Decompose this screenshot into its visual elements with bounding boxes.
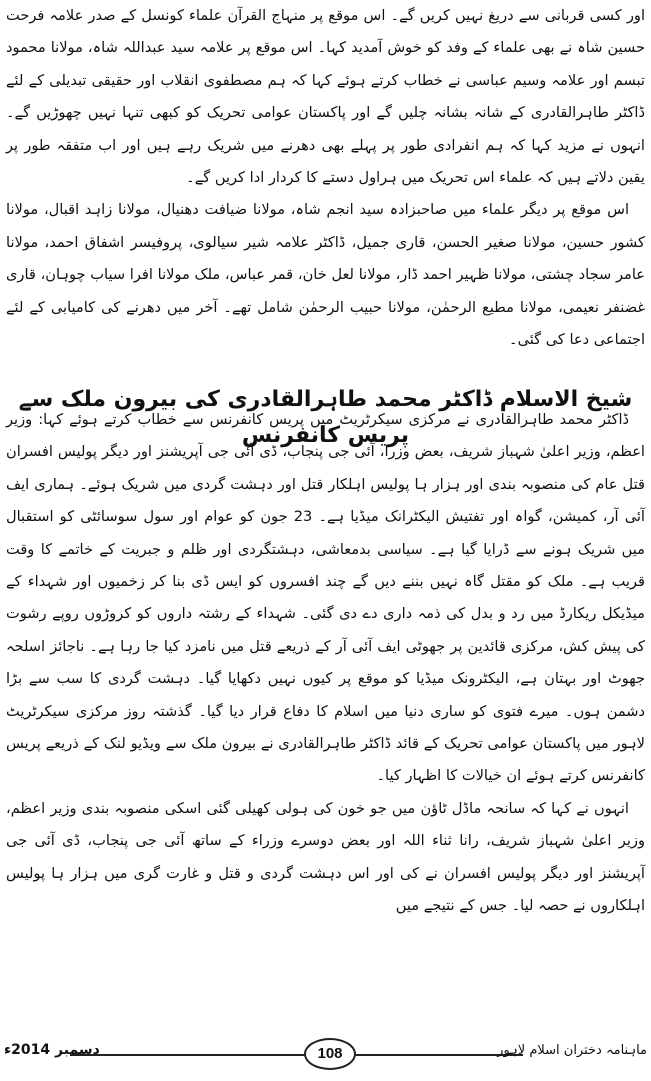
paragraph: اس موقع پر دیگر علماء میں صاحبزادہ سید انجم شاہ، مولانا ضیافت دھنیال، مولانا زاہد اقبال، مولانا کشور حسین، مولانا صغیر الحسن، قاری جمیل، ڈاکٹر علامہ شیر سیالوی، پروفیسر اشفاق احمد، مولانا عامر سجاد چشتی، مولانا ظہیر احمد ڈار، مولانا لعل خان، قمر عباس، ملک مولانا افرا سیاب چوہان، قاری غضنفر نعیمی، مولانا مطیع الرحمٰن، مولانا حبیب الرحمٰن شامل تھے۔ آخر میں دھرنے کی کامیابی کے لئے اجتماعی دعا کی گئی۔ [6,201,645,349]
paragraph: اور کسی قربانی سے دریغ نہیں کریں گے۔ اس موقع پر منہاج القرآن علماء کونسل کے صدر علامہ فرحت حسین شاہ نے بھی علماء کے وفد کو خوش آمدید کہا۔ اس موقع پر علامہ سید عبداللہ شاہ، مولانا محمود تبسم اور علامہ وسیم عباسی نے خطاب کرتے ہوئے کہا کہ ہم مصطفوی انقلاب اور حقیقی تبدیلی کے لئے ڈاکٹر طاہرالقادری کے شانہ بشانہ چلیں گے اور پاکستان عوامی تحریک کو کبھی تنہا نہیں چھوڑیں گے۔ انہوں نے مزید کہا کہ ہم انفرادی طور پر پہلے بھی دھرنے میں شریک رہے ہیں اور اب متفقہ طور پر یقین دلاتے ہیں کہ علماء اس تحریک میں ہراول دستے کا کردار ادا کریں گے۔ [6,7,645,187]
page-number-badge: 108 [304,1038,356,1070]
footer-rule [70,1054,523,1056]
paragraph: ڈاکٹر محمد طاہرالقادری نے مرکزی سیکرٹریٹ میں پریس کانفرنس سے خطاب کرتے ہوئے کہا: وزیر اعظم، وزیر اعلیٰ شہباز شریف، بعض وزرا، آئی جی پنجاب، ڈی آئی جی آپریشنز اور دیگر پولیس افسران قتل عام کی منصوبہ بندی اور ہزار ہا پولیس اہلکار قتل اور دہشت گردی میں شریک ہوئے۔ ہماری ایف آئی آر، کمیشن، گواہ اور تفتیش الیکٹرانک میڈیا ہے۔ 23 جون کو عوام اور سول سوسائٹی کو استقبال میں شریک ہونے سے ڈرایا گیا ہے۔ سیاسی بدمعاشی، دہشتگردی اور ظلم و جبریت کے خاتمے کا وقت قریب ہے۔ ملک کو مقتل گاہ نہیں بننے دیں گے چند افسروں کو ایس ڈی بنا کر زخمیوں اور شہداء کے میڈیکل ریکارڈ میں رد و بدل کی ذمہ داری دے دی گئی۔ شہداء کے رشتہ داروں کو کروڑوں روپے رشوت کی پیش کش، مرکزی قائدین پر جھوٹی ایف آئی آر کے ذریعے قتل میں نامزد کیا جا رہا ہے۔ ناجائز اسلحہ جھوٹ اور بہتان ہے، الیکٹرونک میڈیا کو موقع پر کیوں نہیں دکھایا گیا۔ دہشت گردی کا سب سے بڑا دشمن ہوں۔ میرے فتوی کو ساری دنیا میں اسلام کا دفاع قرار دیا گیا۔ گذشتہ روز مرکزی سیکرٹریٹ لاہور میں پاکستان عوامی تحریک کے قائد ڈاکٹر طاہرالقادری نے بیرون ملک سے ویڈیو لنک کے ذریعے پریس کانفرنس کرتے ہوئے ان خیالات کا اظہار کیا۔ [6,411,645,785]
continued-article-text [6,0,645,356]
article-heading: شیخ الاسلام ڈاکٹر محمد طاہرالقادری کی بیرون ملک سے پریس کانفرنس [18,387,633,449]
issue-date: دسمبر 2014ء [4,1042,100,1058]
page-footer [0,1038,651,1072]
magazine-title: ماہنامہ دختران اسلام لاہور [497,1043,647,1058]
article-body [6,404,645,923]
paragraph: انہوں نے کہا کہ سانحہ ماڈل ٹاؤن میں جو خون کی ہولی کھیلی گئی اسکی منصوبہ بندی وزیر اعظم، وزیر اعلیٰ شہباز شریف، رانا ثناء اللہ اور بعض دوسرے وزراء کے ساتھ آئی جی پنجاب، ڈی آئی جی آپریشنز اور دیگر پولیس افسران نے کی اور اس دہشت گردی و قتل و غارت گری میں ہزار ہا پولیس اہلکاروں نے حصہ لیا۔ جس کے نتیجے میں [6,799,645,915]
